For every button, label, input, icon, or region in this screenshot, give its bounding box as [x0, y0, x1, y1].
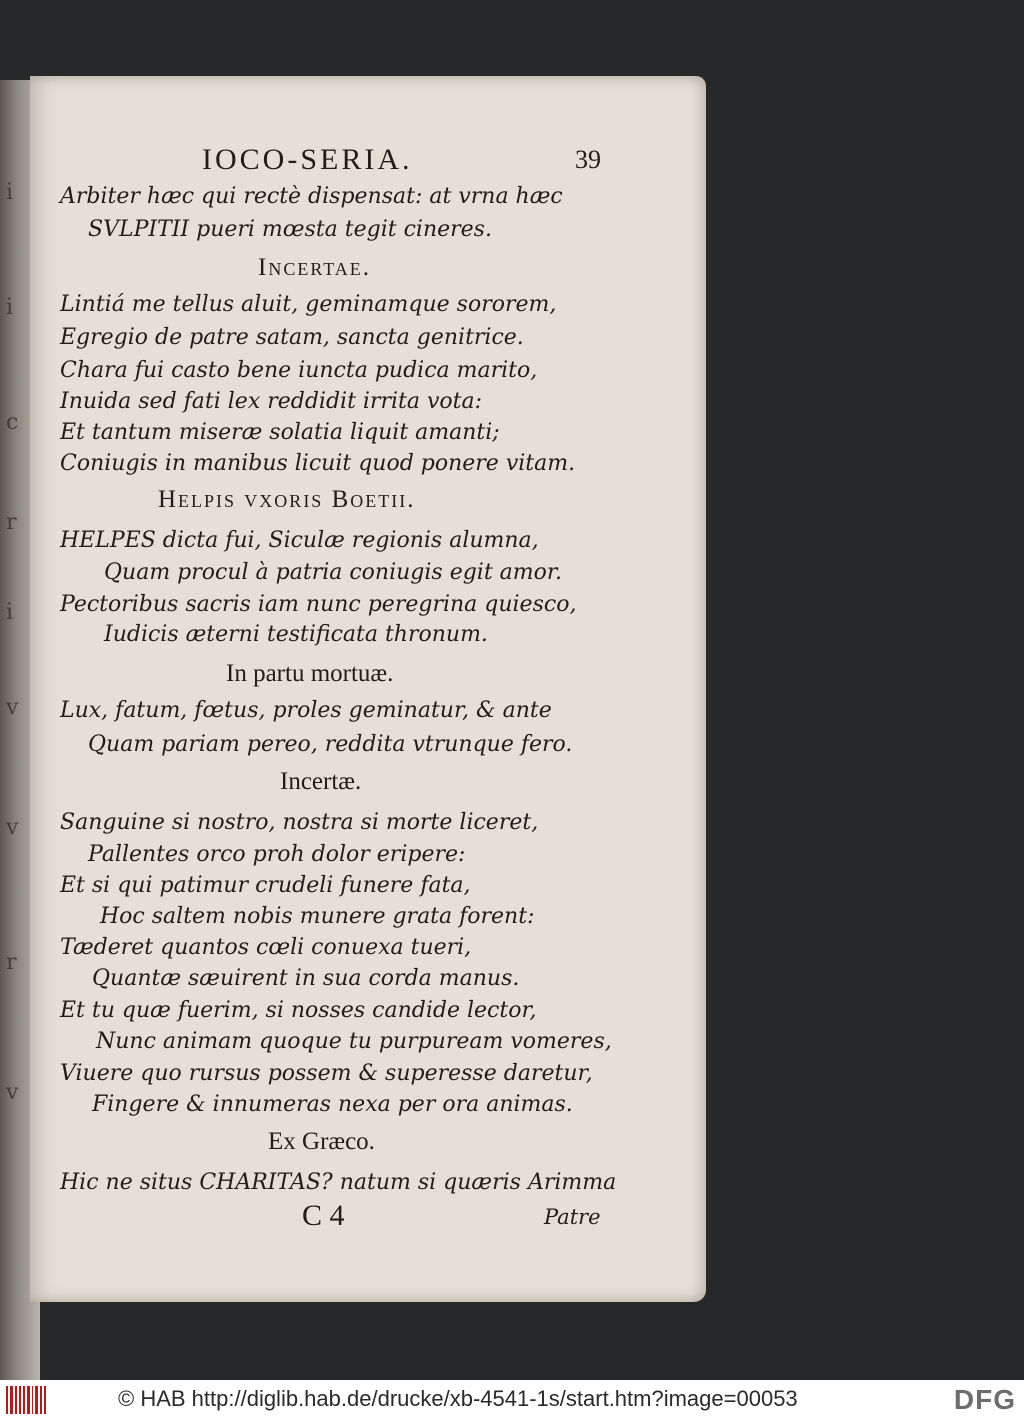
- previous-page-letters: i i c r i v v r v: [6, 180, 19, 1105]
- text-line: Lintiá me tellus aluit, geminamque sororem,: [60, 292, 557, 317]
- text-line: Pectoribus sacris iam nunc peregrina quiesco,: [60, 592, 577, 617]
- text-line: Quantæ sæuirent in sua corda manus.: [92, 966, 520, 991]
- text-line: Arbiter hæc qui rectè dispensat: at vrna hæc: [60, 184, 563, 209]
- text-line: Quam pariam pereo, reddita vtrunque fero.: [88, 732, 573, 757]
- viewer-footer: [0, 1380, 1024, 1419]
- text-line: Sanguine si nostro, nostra si morte liceret,: [60, 810, 539, 835]
- book-page: [30, 76, 706, 1302]
- text-line: Chara fui casto bene iuncta pudica marito,: [60, 358, 538, 383]
- text-line: Et tu quæ fuerim, si nosses candide lector,: [60, 998, 537, 1023]
- text-line: Tæderet quantos cœli conuexa tueri,: [60, 935, 472, 960]
- running-head: IOCO-SERIA.: [202, 143, 413, 176]
- text-line: SVLPITII pueri mœsta tegit cineres.: [88, 217, 492, 242]
- text-line: Viuere quo rursus possem & superesse daretur,: [60, 1061, 593, 1086]
- dfg-logo: DFG: [953, 1384, 1016, 1415]
- text-line: HELPES dicta fui, Siculæ regionis alumna,: [60, 528, 539, 553]
- text-line: Egregio de patre satam, sancta genitrice.: [60, 325, 524, 350]
- section-heading: Incertae.: [258, 254, 372, 281]
- barcode-icon: [6, 1386, 46, 1414]
- text-line: Pallentes orco proh dolor eripere:: [88, 842, 466, 867]
- page-number: 39: [575, 145, 601, 174]
- section-heading: Ex Græco.: [268, 1128, 375, 1155]
- text-line: Et tantum miseræ solatia liquit amanti;: [60, 420, 500, 445]
- text-line: Nunc animam quoque tu purpuream vomeres,: [96, 1029, 612, 1054]
- text-line: Coniugis in manibus licuit quod ponere vitam.: [60, 451, 576, 476]
- text-line: Iudicis æterni testificata thronum.: [104, 622, 488, 647]
- text-line: Fingere & innumeras nexa per ora animas.: [92, 1092, 573, 1117]
- text-line: Inuida sed fati lex reddidit irrita vota:: [60, 389, 483, 414]
- section-heading: Helpis vxoris Boetii.: [158, 486, 416, 513]
- signature-mark: C 4: [302, 1199, 345, 1232]
- section-heading: Incertæ.: [280, 768, 362, 795]
- text-line: Et si qui patimur crudeli funere fata,: [60, 873, 471, 898]
- text-line: Lux, fatum, fœtus, proles geminatur, & ante: [60, 698, 552, 723]
- copyright-link[interactable]: © HAB http://diglib.hab.de/drucke/xb-4541-1s/start.htm?image=00053: [118, 1386, 798, 1411]
- section-heading: In partu mortuæ.: [226, 660, 394, 687]
- text-line: Hic ne situs CHARITAS? natum si quæris Arimma: [60, 1170, 617, 1195]
- catchword: Patre: [544, 1205, 601, 1229]
- text-line: Hoc saltem nobis munere grata forent:: [100, 904, 535, 929]
- text-line: Quam procul à patria coniugis egit amor.: [104, 560, 562, 585]
